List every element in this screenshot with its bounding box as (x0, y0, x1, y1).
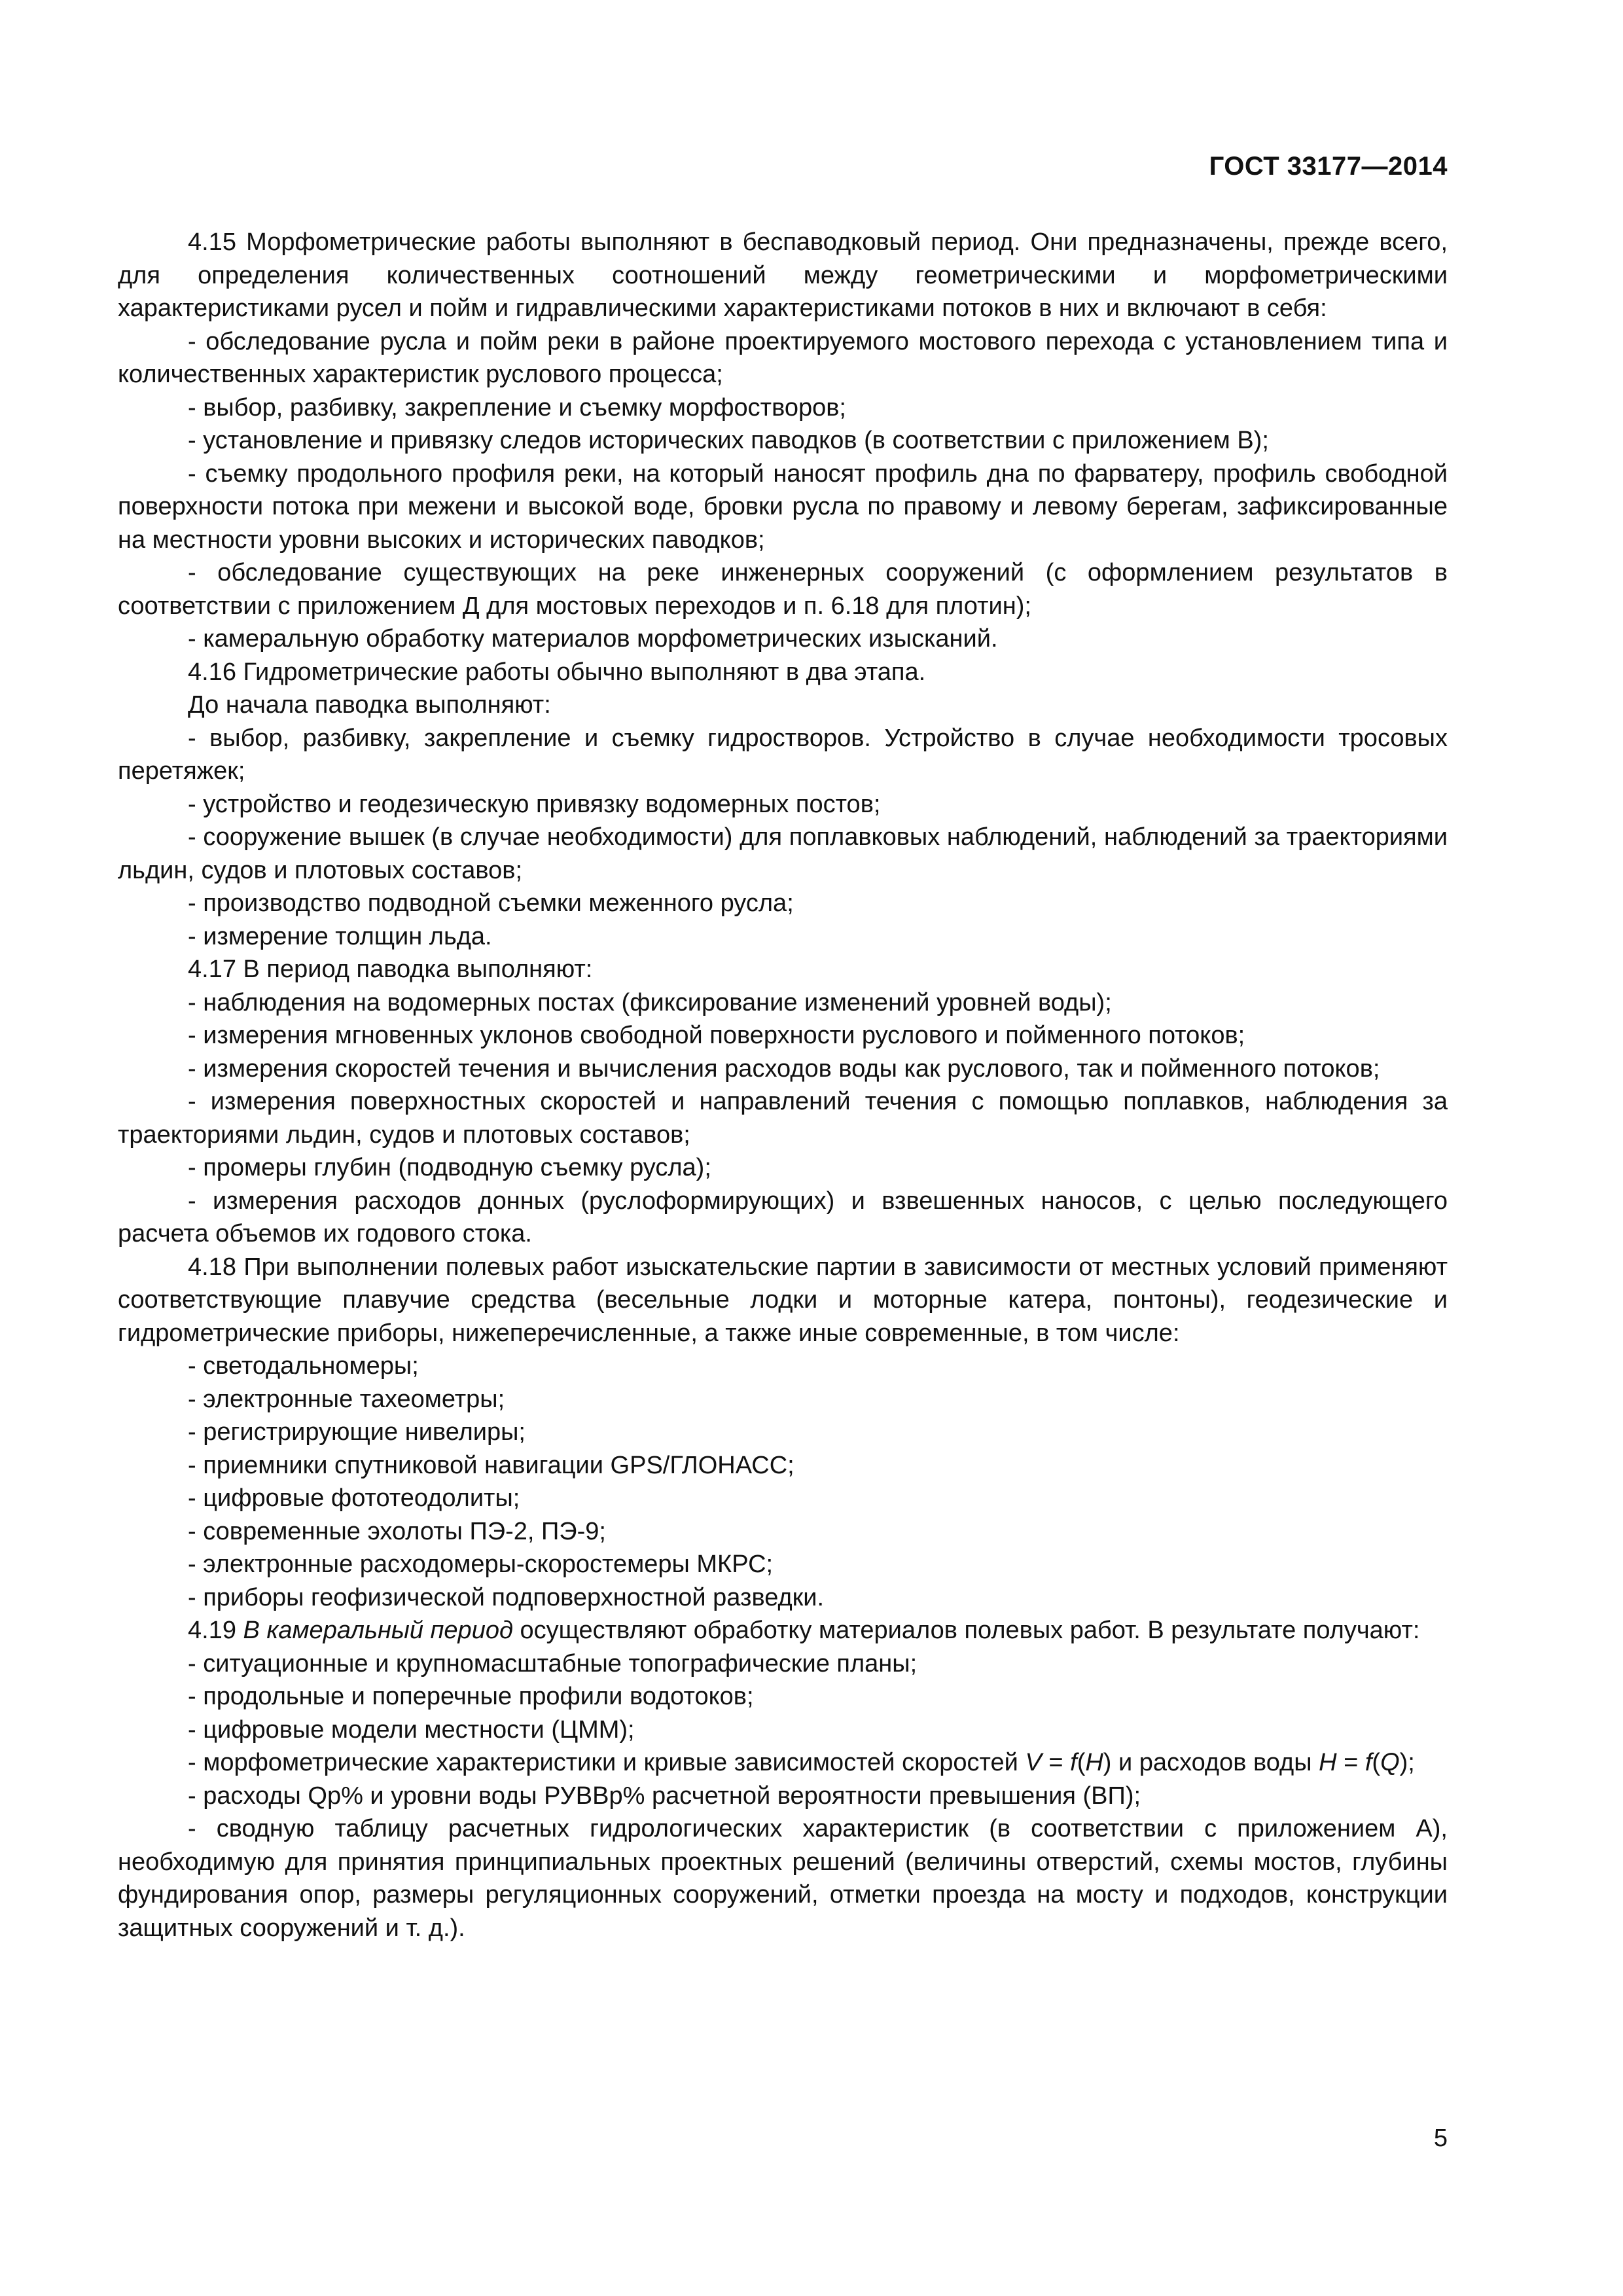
document-body (118, 226, 1448, 1945)
formula-f-1: f (1070, 1749, 1077, 1776)
list-item: - сводную таблицу расчетных гидрологических характеристик (в соответствии с приложением А), необходимую для принятия принципиальных проектных решений (величины отверстий, схемы мостов, глубины фундирования опор, размеры регуляционных сооружений, отметки проезда на мосту и подходов, конструкции защитных сооружений и т. д.). (118, 1815, 1448, 1942)
list-item: - выбор, разбивку, закрепление и съемку гидростворов. Устройство в случае необходимости тросовых перетяжек; (118, 724, 1448, 785)
formula-open-1: ( (1077, 1749, 1086, 1776)
page-number: 5 (1433, 2125, 1448, 2152)
formula-h-2: H (1319, 1749, 1337, 1776)
list-item: - выбор, разбивку, закрепление и съемку морфостворов; (188, 393, 846, 422)
list-item: - приемники спутниковой навигации GPS/ГЛОНАСС; (188, 1451, 794, 1479)
list-item: - измерения мгновенных уклонов свободной поверхности руслового и пойменного потоков; (188, 1022, 1245, 1049)
list-item: - камеральную обработку материалов морфометрических изысканий. (188, 625, 998, 653)
morph-text-2: и расходов воды (1111, 1749, 1319, 1776)
list-item: - регистрирующие нивелиры; (188, 1418, 526, 1446)
para-4-17: 4.17 В период паводка выполняют: (188, 956, 593, 983)
list-item: - электронные тахеометры; (188, 1385, 505, 1413)
formula-f-2: f (1364, 1749, 1372, 1776)
list-item-morphometric (118, 1746, 1448, 1780)
formula-close-1: ) (1103, 1749, 1112, 1776)
list-item: - обследование существующих на реке инженерных сооружений (с оформлением результатов в соответствии с приложением Д для мостовых переходов и п. 6.18 для плотин); (118, 559, 1448, 620)
list-item: - электронные расходомеры-скоростемеры МКРС; (188, 1551, 774, 1578)
list-item: - промеры глубин (подводную съемку русла); (188, 1154, 711, 1181)
formula-eq-2: = (1336, 1749, 1365, 1776)
para-4-19-italic: В камеральный период (243, 1617, 513, 1644)
para-4-18: 4.18 При выполнении полевых работ изыскательские партии в зависимости от местных условий применяют соответствующие плавучие средства (весельные лодки и моторные катера, понтоны), геодезические и гидрометрические приборы, нижеперечисленные, а также иные современные, в том числе: (118, 1253, 1448, 1347)
list-item: - наблюдения на водомерных постах (фиксирование изменений уровней воды); (188, 988, 1112, 1016)
list-item: - производство подводной съемки меженного русла; (188, 889, 794, 917)
list-item: - современные эхолоты ПЭ-2, ПЭ-9; (188, 1517, 606, 1545)
list-item: - продольные и поперечные профили водотоков; (188, 1683, 754, 1710)
list-item: - цифровые модели местности (ЦММ); (188, 1715, 635, 1744)
document-code: ГОСТ 33177—2014 (1209, 152, 1448, 181)
list-item: - съемку продольного профиля реки, на который наносят профиль дна по фарватеру, профиль свободной поверхности потока при межени и высокой воде, бровки русла по правому и левому берегам, зафиксированные на местности уровни высоких и исторических паводков; (118, 459, 1448, 554)
list-item: - ситуационные и крупномасштабные топографические планы; (188, 1649, 918, 1677)
list-item: - измерения поверхностных скоростей и направлений течения с помощью поплавков, наблюдения за траекториями льдин, судов и плотовых составов; (118, 1088, 1448, 1149)
list-item: - цифровые фототеодолиты; (188, 1484, 520, 1512)
formula-q: Q (1380, 1749, 1400, 1776)
list-item: - измерения скоростей течения и вычисления расходов воды как руслового, так и пойменного потоков; (188, 1054, 1380, 1083)
list-item: - измерение толщин льда. (188, 922, 492, 950)
list-item: - расходы Qp% и уровни воды РУВВр% расчетной вероятности превышения (ВП); (188, 1782, 1141, 1810)
formula-open-2: ( (1372, 1749, 1381, 1776)
list-item: - светодальномеры; (188, 1352, 419, 1380)
para-4-19-number: 4.19 (188, 1617, 236, 1644)
formula-eq-1: = (1041, 1749, 1071, 1776)
list-item: - измерения расходов донных (руслоформирующих) и взвешенных наносов, с целью последующего расчета объемов их годового стока. (118, 1187, 1448, 1247)
list-item: - обследование русла и пойм реки в районе проектируемого мостового перехода с установлением типа и количественных характеристик руслового процесса; (118, 327, 1448, 388)
para-before-flood: До начала паводка выполняют: (188, 691, 551, 719)
formula-close-2: ); (1399, 1749, 1415, 1776)
morph-text-1: - морфометрические характеристики и кривые зависимостей скоростей (188, 1749, 1018, 1776)
para-4-16: 4.16 Гидрометрические работы обычно выполняют в два этапа. (188, 658, 926, 686)
list-item: - приборы геофизической подповерхностной разведки. (188, 1583, 825, 1611)
formula-h-1: H (1085, 1749, 1103, 1776)
list-item: - сооружение вышек (в случае необходимости) для поплавковых наблюдений, наблюдений за траекториями льдин, судов и плотовых составов; (118, 823, 1448, 884)
para-4-19 (118, 1614, 1448, 1647)
para-4-19-rest: осуществляют обработку материалов полевых работ. В результате получают: (520, 1617, 1420, 1644)
list-item: - установление и привязку следов исторических паводков (в соответствии с приложением В); (188, 427, 1269, 454)
formula-v: V (1025, 1749, 1042, 1776)
para-4-15: 4.15 Морфометрические работы выполняют в беспаводковый период. Они предназначены, прежде всего, для определения количественных соотношений между геометрическими и морфометрическими характеристиками русел и пойм и гидравлическими характеристиками потоков в них и включают в себя: (118, 228, 1448, 322)
list-item: - устройство и геодезическую привязку водомерных постов; (188, 790, 881, 818)
